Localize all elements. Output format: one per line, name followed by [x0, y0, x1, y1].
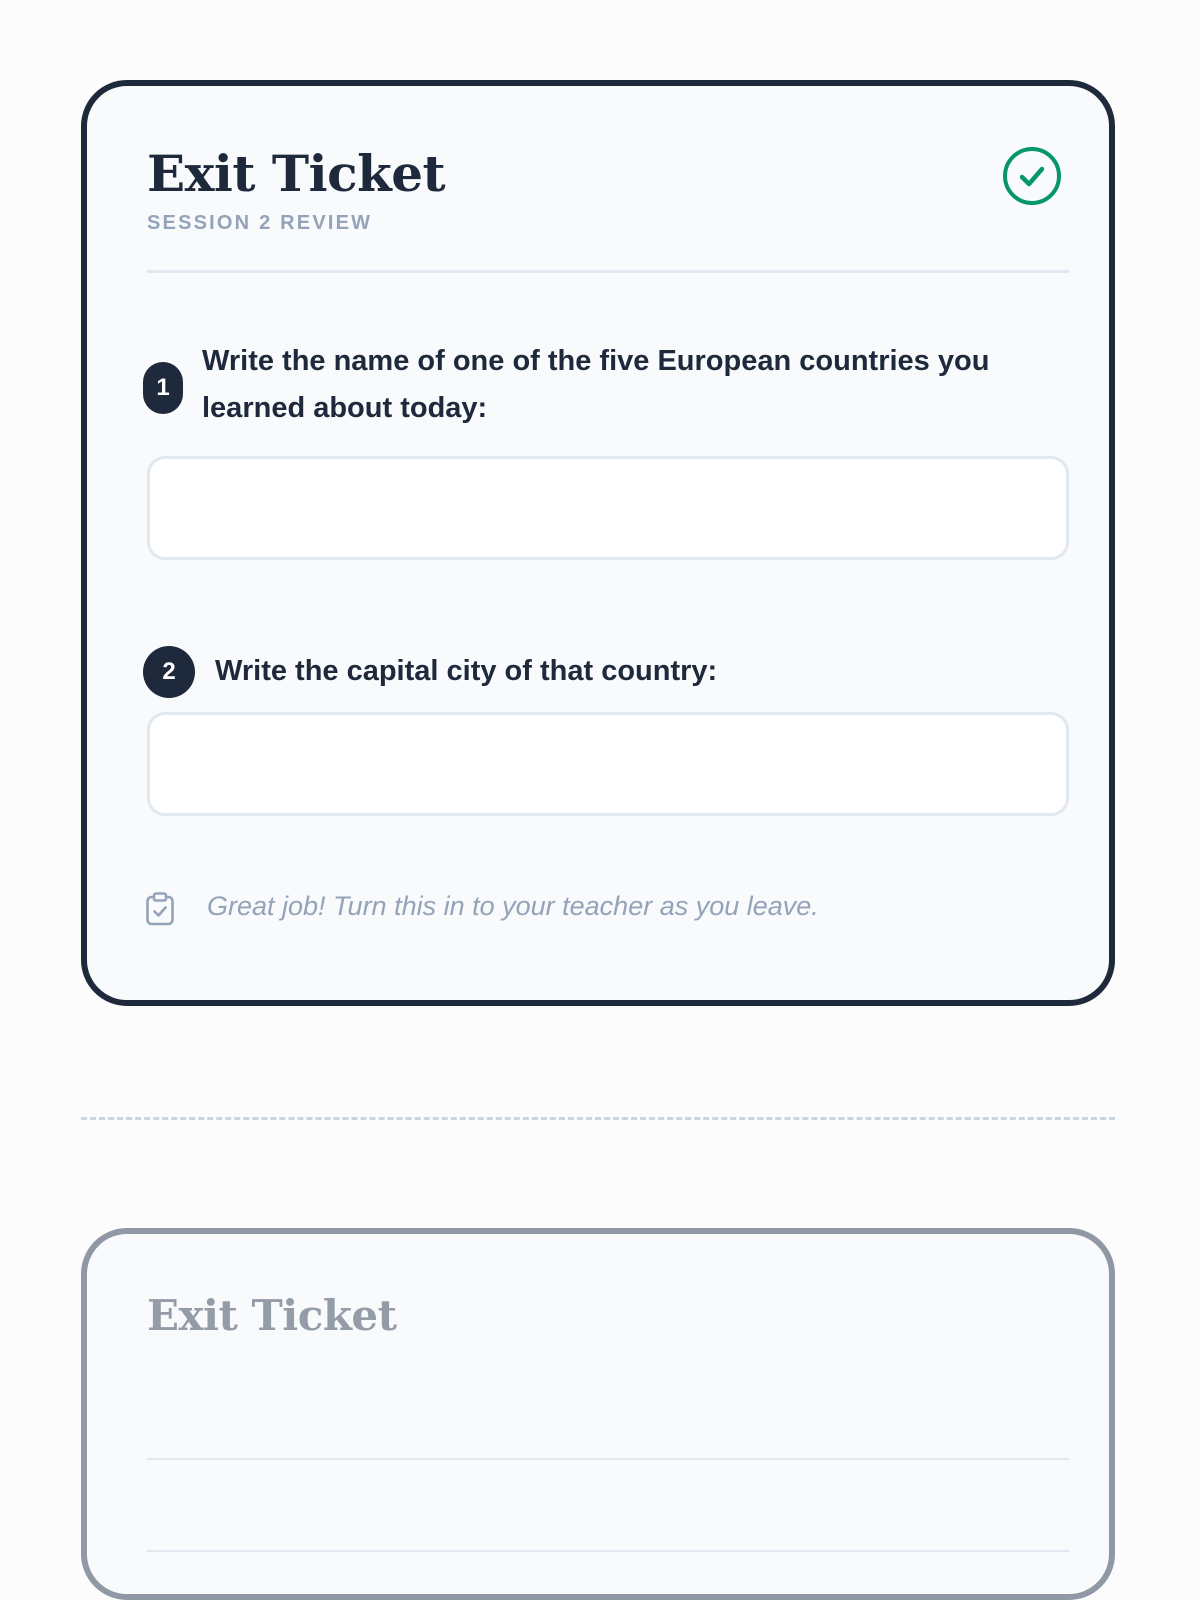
ticket-subtitle: SESSION 2 REVIEW [147, 212, 373, 234]
preview-answer-line-2 [147, 1550, 1069, 1552]
question-2-text: Write the capital city of that country: [215, 655, 718, 687]
clipboard-check-icon [145, 892, 175, 926]
header-divider [147, 270, 1069, 273]
exit-ticket-preview-card [81, 1228, 1115, 1600]
preview-ticket-title: Exit Ticket [147, 1291, 397, 1340]
question-1-answer-field[interactable] [147, 456, 1069, 560]
question-1-number-badge: 1 [143, 362, 183, 414]
preview-answer-line-1 [147, 1458, 1069, 1460]
question-2-number-badge: 2 [143, 646, 195, 698]
cut-line-divider [81, 1117, 1115, 1120]
question-2-answer-field[interactable] [147, 712, 1069, 816]
check-circle-icon [1002, 146, 1062, 206]
exit-ticket-card [81, 80, 1115, 1006]
question-1-text: Write the name of one of the five European countries you learned about today: [202, 345, 990, 424]
footer-note: Great job! Turn this in to your teacher as you leave. [207, 891, 819, 921]
ticket-title: Exit Ticket [147, 144, 446, 203]
